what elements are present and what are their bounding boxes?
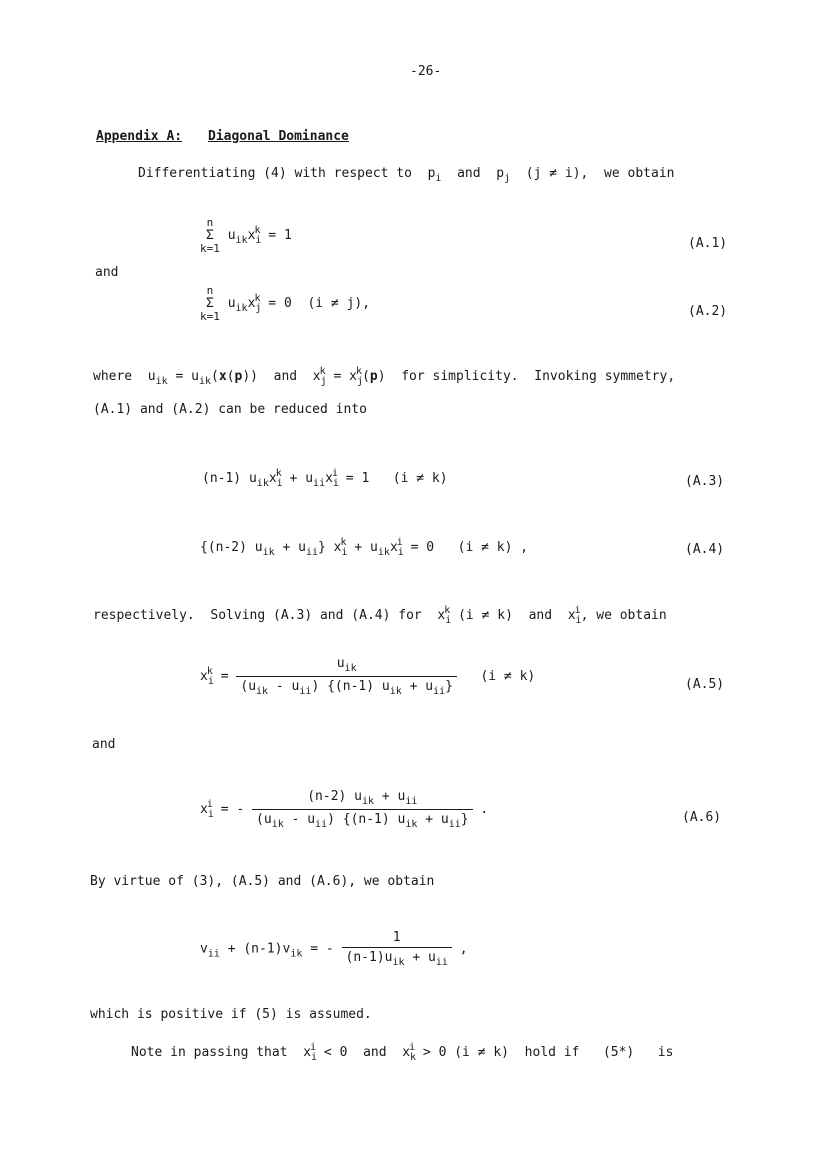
respectively-text-1: respectively. [93, 608, 195, 623]
reduced-line: (A.1) and (A.2) can be reduced into [93, 402, 367, 417]
equation-a4-tag: (A.4) [685, 542, 725, 557]
note-line: Note in passing that $x_i^i < 0$ and $x_k^i > 0$ (i ≠ k) hold if (5*) is [131, 1042, 674, 1063]
fraction-a5: $\frac{u_{ik}}{(u_{ik} - u_{ii}) \{(n-1) u_{ik} + u_{ii}\}}$ [236, 656, 457, 697]
equation-a2: n Σ k=1 $u_{ik}x_j^k = 0$ (i ≠ j), [200, 284, 371, 323]
equation-a5-condition: (i ≠ k) [480, 669, 536, 684]
respectively-line: respectively. Solving (A.3) and (A.4) for $x_i^k$ (i ≠ k) and $x_i^i$, we obtain [93, 605, 667, 626]
intro-text-4: we obtain [604, 166, 675, 181]
where-line: where $u_{ik} = u_{ik}(x(p))$ and $x_j^k = x_j^k(p)$ for simplicity. Invoking symmetry, [93, 366, 676, 387]
equation-a3: (n-1) $u_{ik}x_i^k + u_{ii}x_i^i = 1$ (i ≠ k) [202, 468, 448, 489]
summation-symbol: n Σ k=1 [200, 284, 220, 323]
note-text-3: hold if [524, 1045, 580, 1060]
and-word-1: and [95, 265, 119, 280]
equation-a2-condition: (i ≠ j), [307, 296, 371, 311]
note-text-2: and [363, 1045, 387, 1060]
where-text-2: and [273, 369, 298, 384]
page-number: -26- [410, 64, 442, 79]
equation-a4-condition: (i ≠ k) , [457, 540, 529, 555]
note-text-1: Note in passing that [131, 1045, 288, 1060]
equation-a1-rhs: = 1 [268, 228, 292, 243]
summation-symbol: n Σ k=1 [200, 216, 220, 255]
equation-a6: $x_i^i$ = - $\frac{(n-2) u_{ik} + u_{ii}}{(u_{ik} - u_{ii}) \{(n-1) u_{ik} + u_{ii}\}}$ . [200, 789, 489, 830]
equation-a3-tag: (A.3) [685, 474, 725, 489]
equation-a2-rhs: = 0 [268, 296, 292, 311]
intro-text-2: and [457, 166, 481, 181]
virtue-line: By virtue of (3), (A.5) and (A.6), we obtain [90, 874, 435, 889]
equation-final: $v_{ii} + (n-1)v_{ik}$ = - $\frac{1}{(n-1)u_{ik} + u_{ii}}$ , [200, 930, 468, 968]
equation-a2-tag: (A.2) [688, 304, 728, 319]
positive-line: which is positive if (5) is assumed. [90, 1007, 372, 1022]
equation-a3-condition: (i ≠ k) [392, 471, 448, 486]
note-text-4: (5*) [602, 1045, 635, 1060]
equation-a4: {(n-2) $u_{ik} + u_{ii}$} $x_i^k + u_{ik}x_i^i = 0$ (i ≠ k) , [200, 537, 529, 558]
note-text-5: is [657, 1045, 674, 1060]
equation-a5-tag: (A.5) [685, 677, 725, 692]
equation-a5: $x_i^k$ = $\frac{u_{ik}}{(u_{ik} - u_{ii}) \{(n-1) u_{ik} + u_{ii}\}}$ (i ≠ k) [200, 656, 536, 697]
fraction-a6: $\frac{(n-2) u_{ik} + u_{ii}}{(u_{ik} - u_{ii}) \{(n-1) u_{ik} + u_{ii}\}}$ [252, 789, 473, 830]
intro-text-3: (j ≠ i), [525, 166, 589, 181]
respectively-text-5: we obtain [596, 608, 667, 623]
respectively-text-3: (i ≠ k) [458, 608, 513, 623]
fraction-final: $\frac{1}{(n-1)u_{ik} + u_{ii}}$ [342, 930, 452, 968]
where-text-4: Invoking symmetry, [534, 369, 676, 384]
appendix-label: Appendix A: [96, 129, 183, 144]
intro-text-1: Differentiating (4) with respect to [138, 166, 412, 181]
where-text-3: for simplicity. [401, 369, 519, 384]
intro-line: Differentiating (4) with respect to $p_i$ and $p_j$ (j ≠ i), we obtain [138, 166, 675, 184]
equation-a6-tag: (A.6) [682, 810, 722, 825]
section-title: Diagonal Dominance [208, 129, 349, 144]
where-text-1: where [93, 369, 133, 384]
equation-a1: n Σ k=1 $u_{ik}x_i^k = 1$ [200, 216, 292, 255]
equation-a1-tag: (A.1) [688, 236, 728, 251]
respectively-text-2: Solving (A.3) and (A.4) for [210, 608, 422, 623]
and-word-2: and [92, 737, 116, 752]
respectively-text-4: and [528, 608, 553, 623]
